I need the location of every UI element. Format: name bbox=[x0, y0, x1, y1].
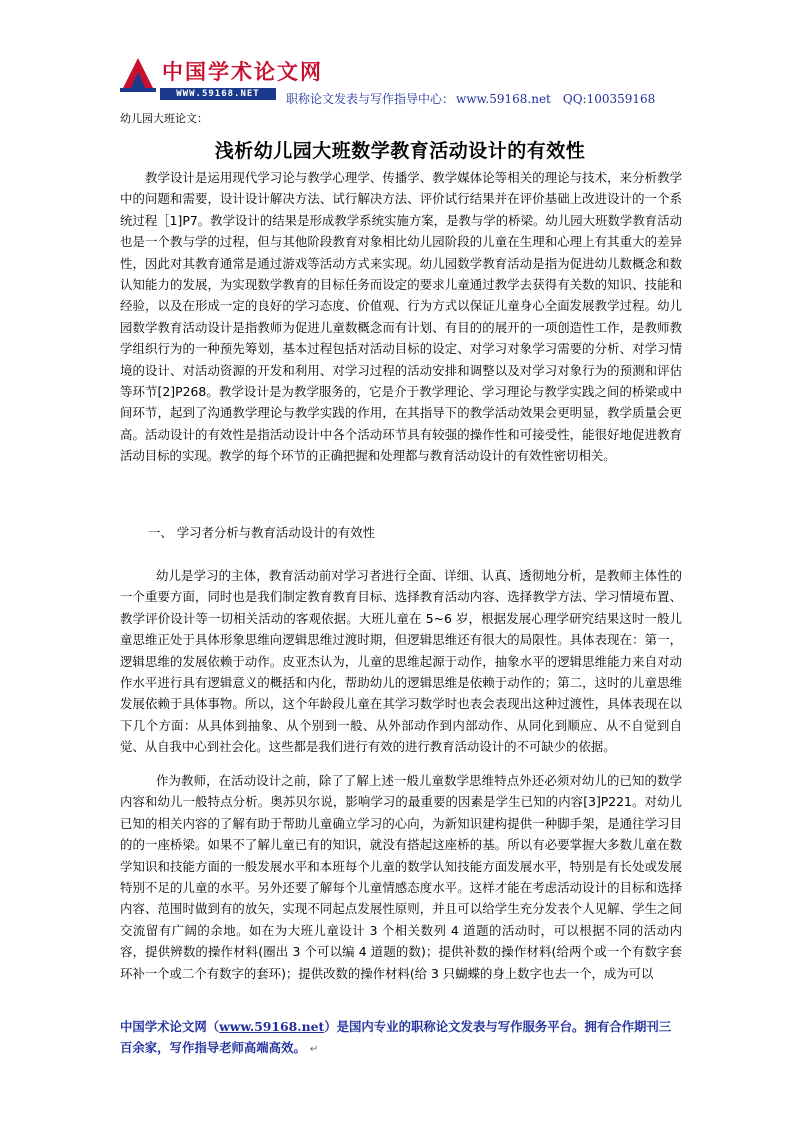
tagline-qq: QQ:100359168 bbox=[562, 92, 656, 106]
logo-title: 中国学术论文网 bbox=[162, 60, 323, 84]
paragraph-text: 教学设计是运用现代学习论与教学心理学、传播学、教学媒体论等相关的理论与技术，来分析教学中的问题和需要，设计设计解决方法、试行解决方法、评价试行结果并在评价基础上改进设计的一个系统过程［1]P7。教学设计的结果是形成教学系统实施方案，是教与学的桥梁。幼儿园大班数学教育活动也是一个教与学的过程，但与其他阶段教育对象相比幼儿园阶段的儿童在生理和心理上有其重大的差异性，因此对其教育通常是通过游戏等活动方式来实现。幼儿园数学教育活动是指为促进幼儿数概念和数认知能力的发展，为实现数学教育的目标任务而设定的要求儿童通过教学去获得有关数的知识、技能和经验，以及在形成一定的良好的学习态度、价值观、行为方式以保证儿童身心全面发展教学过程。幼儿园数学教育活动设计是指教师为促进儿童数概念而有计划、有目的的展开的一项创造性工作，是教师教学组织行为的一种预先筹划，基本过程包括对活动目标的设定、对学习对象学习需要的分析、对学习情境的设计、对活动资源的开发和利用、对学习过程的活动安排和调整以及对学习对象行为的预测和评估等环节[2]P268。教学设计是为教学服务的，它是介于教学理论、学习理论与教学实践之间的桥梁或中间环节，起到了沟通教学理论与教学实践的作用，在其指导下的教学活动效果会更明显，教学质量会更高。活动设计的有效性是指活动设计中各个活动环节具有较强的操作性和可接受性，能很好地促进教育活动目标的实现。教学的每个环节的正确把握和处理都与教育活动设计的有效性密切相关。 bbox=[120, 170, 682, 464]
section-heading bbox=[148, 522, 668, 543]
header-tagline bbox=[286, 90, 655, 107]
section-paragraph bbox=[120, 565, 682, 758]
footer-description: ）是国内专业的职称论文发表与写作服务平台。拥有合作期刊三百余家，写作指导老师高端高效。 bbox=[120, 1019, 672, 1055]
logo-url: WWW.59168.NET bbox=[160, 88, 276, 100]
site-logo[interactable] bbox=[118, 52, 323, 106]
category-label: 幼儿园大班论文： bbox=[120, 112, 208, 125]
footer-url-link[interactable]: www.59168.net bbox=[219, 1019, 325, 1034]
tagline-url-link[interactable]: www.59168.net bbox=[456, 92, 551, 106]
logo-emblem-icon bbox=[118, 54, 158, 94]
paragraph-mark-icon: ↵ bbox=[309, 1044, 319, 1055]
footer-site-name: 中国学术论文网（ bbox=[120, 1019, 220, 1034]
paragraph-text: 幼儿是学习的主体，教育活动前对学习者进行全面、详细、认真、透彻地分析，是教师主体性的一个重要方面，同时也是我们制定教育教育目标、选择教育活动内容、选择教学方法、学习情境布置、教学评价设计等一切相关活动的客观依据。大班儿童在 5~6 岁，根据发展心理学研究结果这时一般儿童思维正处于具体形象思维向逻辑思维过渡时期，但逻辑思维还有很大的局限性。具体表现在：第一，逻辑思维的发展依赖于动作。皮亚杰认为，儿童的思维起源于动作，抽象水平的逻辑思维能力来自对动作水平进行具有逻辑意义的概括和内化，帮助幼儿的逻辑思维是依赖于动作的；第二，这时的儿童思维发展依赖于具体事物。所以，这个年龄段儿童在其学习数学时也表会表现出这种过渡性，具体表现在以下几个方面：从具体到抽象、从个别到一般、从外部动作到内部动作、从同化到顺应、从不自觉到自觉、从自我中心到社会化。这些都是我们进行有效的进行教育活动设计的不可缺少的依据。 bbox=[120, 568, 682, 755]
intro-paragraph bbox=[120, 167, 682, 467]
article-title: 浅析幼儿园大班数学教育活动设计的有效性 bbox=[214, 140, 586, 162]
page-header bbox=[118, 52, 678, 108]
page-footer bbox=[120, 1016, 682, 1060]
paragraph-text: 作为教师，在活动设计之前，除了了解上述一般儿童数学思维特点外还必须对幼儿的已知的数学内容和幼儿一般特点分析。奥苏贝尔说，影响学习的最重要的因素是学生已知的内容[3]P221。对幼儿已知的相关内容的了解有助于帮助儿童确立学习的心向，为新知识建构提供一种脚手架，是通往学习目的的一座桥梁。如果不了解儿童已有的知识，就没有搭起这座桥的基。所以有必要掌握大多数儿童在数学知识和技能方面的一般发展水平和本班每个儿童的数学认知技能方面发展水平，特别是有长处或发展特别不足的儿童的水平。另外还要了解每个儿童情感态度水平。这样才能在考虑活动设计的目标和选择内容、范围时做到有的放矢，实现不同起点发展性原则，并且可以给学生充分发表个人见解、学生之间交流留有广阔的余地。如在为大班儿童设计 3 个相关数列 4 道题的活动时，可以根据不同的活动内容，提供辨数的操作材料(圈出 3 个可以编 4 道题的数)；提供补数的操作材料(给两个或一个有数字套环补一个或二个有数字的套环)；提供改数的操作材料(给 3 只蝴蝶的身上数字也去一个，成为可以 bbox=[120, 773, 682, 981]
section-paragraph bbox=[120, 770, 682, 984]
section-heading-text: 一、 学习者分析与教育活动设计的有效性 bbox=[148, 525, 375, 540]
tagline-label: 职称论文发表与写作指导中心： bbox=[286, 92, 455, 106]
